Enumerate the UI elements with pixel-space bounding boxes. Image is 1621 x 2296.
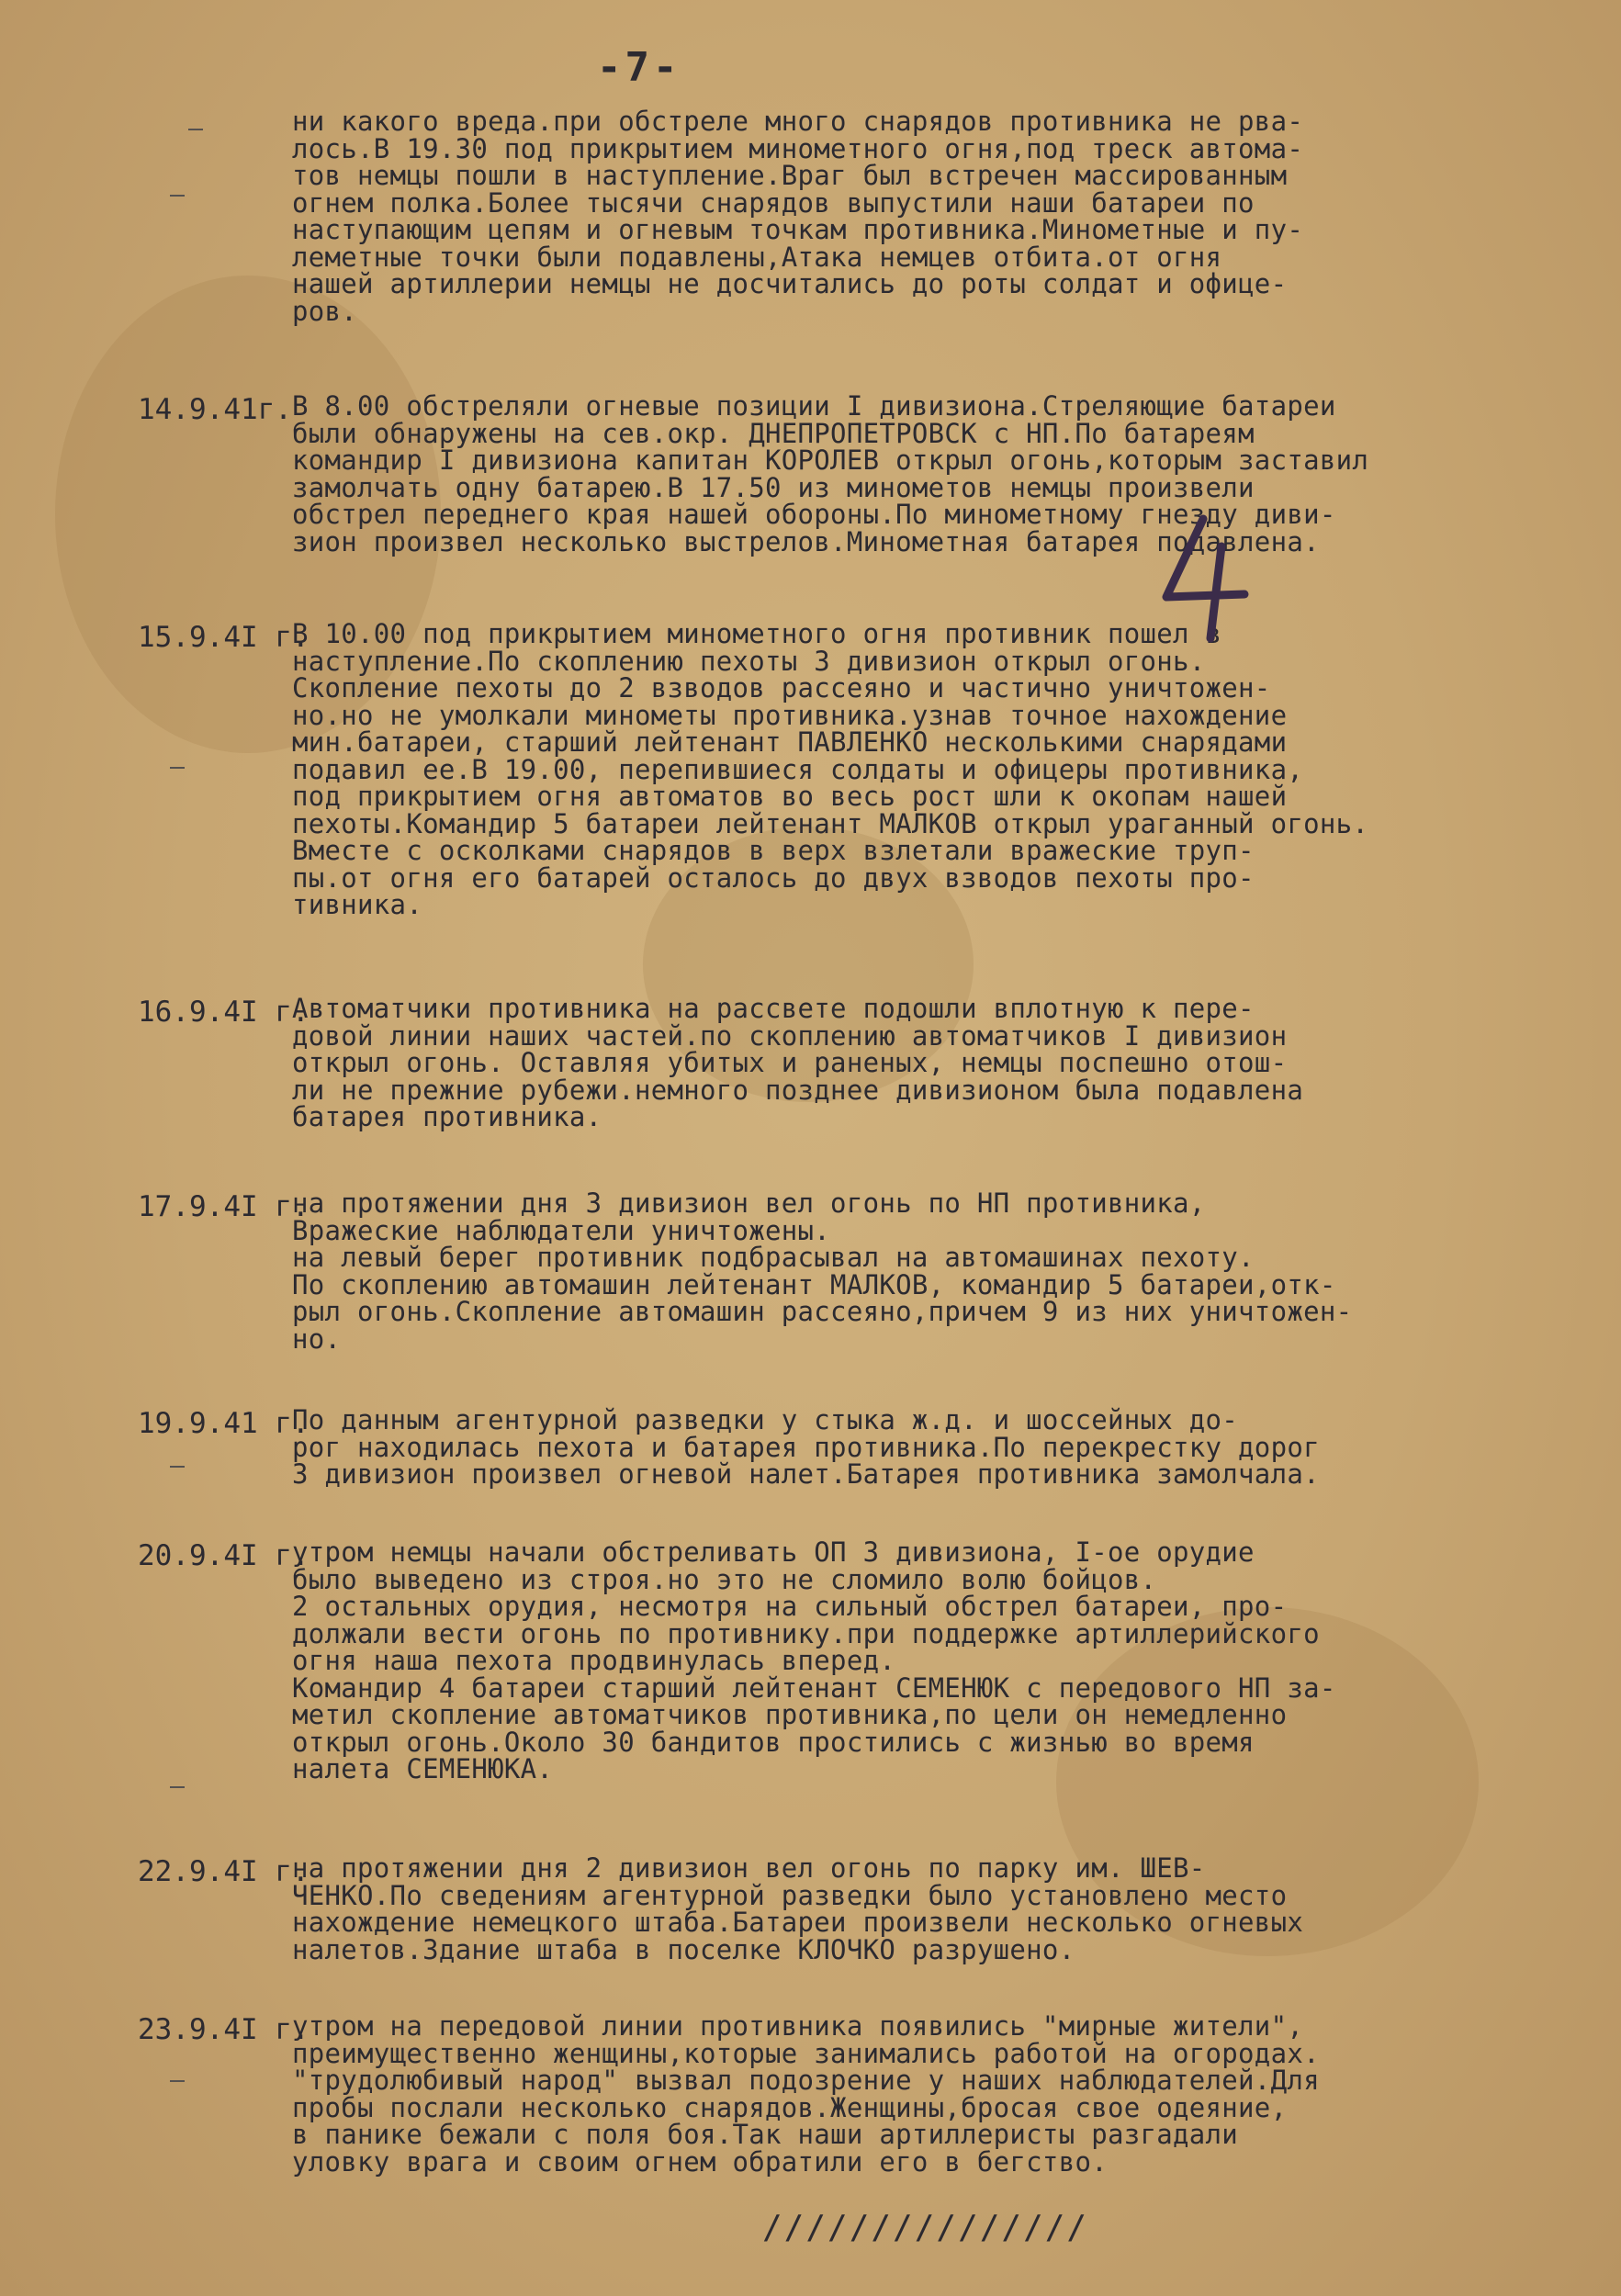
text-line: пехоты.Командир 5 батареи лейтенант МАЛКОВ открыл ураганный огонь. [292,807,1369,839]
text-line: нахождение немецкого штаба.Батареи произвели несколько огневых [292,1907,1304,1938]
text-line: наступающим цепям и огневым точкам противника.Минометные и пу- [292,214,1304,245]
entry-date: 19.9.41 г. [138,1407,310,1440]
text-line: должали вести огонь по противнику.при поддержке артиллерийского [292,1617,1320,1649]
text-line: довой линии наших частей.по скоплению автоматчиков I дивизион [292,1019,1288,1052]
text-line: нашей артиллерии немцы не досчитались до роты солдат и офице- [292,268,1288,299]
entry-date: 17.9.4I г. [138,1190,310,1223]
text-line: но. [292,1322,342,1355]
text-line: пробы послали несколько снарядов.Женщины,бросая свое одеяние, [292,2091,1288,2123]
text-line: Вражеские наблюдатели уничтожены. [292,1214,831,1246]
entry-date: 23.9.4I г. [138,2013,310,2046]
text-line: в панике бежали с поля боя.Так наши артиллеристы разгадали [292,2119,1239,2150]
text-line: зион произвел несколько выстрелов.Минометная батарея подавлена. [292,525,1320,557]
text-line: уловку врага и своим огнем обратили его в бегство. [292,2145,1108,2178]
text-line: Командир 4 батареи старший лейтенант СЕМЕНЮК с передового НП за- [292,1671,1336,1704]
text-line: По скоплению автомашин лейтенант МАЛКОВ, командир 5 батареи,отк- [292,1268,1336,1300]
entry-date: 16.9.4I г. [138,996,310,1029]
margin-dash [170,1786,185,1788]
text-line: пы.от огня его батарей осталось до двух взводов пехоты про- [292,861,1255,894]
text-line: ни какого вреда.при обстреле много снарядов противника не рва- [292,106,1304,137]
entry-text [292,1187,1615,1355]
text-line: преимущественно женщины,которые занимались работой на огородах. [292,2037,1320,2069]
text-line: ЧЕНКО.По сведениям агентурной разведки было установлено место [292,1879,1288,1911]
text-line: "трудолюбивый народ" вызвал подозрение у наших наблюдателей.Для [292,2065,1320,2096]
text-line: По данным агентурной разведки у стыка ж.д. и шоссейных до- [292,1404,1239,1435]
margin-dash [170,195,185,197]
text-line: В 8.00 обстреляли огневые позиции I дивизиона.Стреляющие батареи [292,390,1336,422]
text-line: 2 остальных орудия, несмотря на сильный обстрел батареи, про- [292,1591,1288,1622]
text-line: тивника. [292,889,423,920]
text-line: тов немцы пошли в наступление.Враг был встречен массированным [292,160,1288,191]
text-line: но.но не умолкали минометы противника.узнав точное нахождение [292,699,1288,731]
closing-strokes: /////////////// [762,2209,1089,2246]
text-line: леметные точки были подавлены,Атака немцев отбита.от огня [292,241,1222,273]
text-line: под прикрытием огня автоматов во весь рост шли к окопам нашей [292,781,1288,812]
entry-text [292,108,1615,325]
text-line: на протяжении дня 2 дивизион вел огонь по парку им. ШЕВ- [292,1852,1206,1884]
text-line: мин.батареи, старший лейтенант ПАВЛЕНКО несколькими снарядами [292,726,1288,758]
text-line: на протяжении дня 3 дивизион вел огонь по НП противника, [292,1187,1206,1219]
text-line: 3 дивизион произвел огневой налет.Батарея противника замолчала. [292,1458,1320,1490]
text-line: метил скопление автоматчиков противника,по цели он немедленно [292,1699,1288,1730]
entry-date: 20.9.4I г. [138,1539,310,1572]
text-line: были обнаружены на сев.окр. ДНЕПРОПЕТРОВСК с НП.По батареям [292,417,1255,449]
margin-dash [170,767,185,769]
text-line: наступление.По скоплению пехоты 3 дивизион открыл огонь. [292,645,1206,677]
text-line: рыл огонь.Скопление автомашин рассеяно,причем 9 из них уничтожен- [292,1296,1353,1327]
text-line: открыл огонь.Около 30 бандитов простились с жизнью во время [292,1726,1255,1758]
entry-text [292,1852,1615,1965]
text-line: замолчать одну батарею.В 17.50 из минометов немцы произвели [292,471,1255,503]
text-line: огнем полка.Более тысячи снарядов выпустили наши батареи по [292,186,1255,219]
page-number: -7- [597,44,681,91]
entry-date: 15.9.4I г. [138,621,310,654]
text-line: командир I дивизиона капитан КОРОЛЕВ открыл огонь,которым заставил [292,445,1369,476]
text-line: ров. [292,295,358,327]
entry-text [292,2010,1615,2178]
text-line: обстрел переднего края нашей обороны.По минометному гнезду диви- [292,499,1336,530]
text-line: открыл огонь. Оставляя убитых и раненых, немцы поспешно отош- [292,1047,1288,1078]
text-line: на левый берег противник подбрасывал на автомашинах пехоту. [292,1242,1255,1273]
text-line: Вместе с осколками снарядов в верх взлетали вражеские труп- [292,835,1255,866]
margin-dash [188,129,203,130]
text-line: Автоматчики противника на рассвете подошли вплотную к пере- [292,993,1255,1024]
entry-text [292,1404,1615,1490]
text-line: налета СЕМЕНЮКА. [292,1753,554,1784]
text-line: утром на передовой линии противника появились "мирные жители", [292,2010,1304,2042]
margin-dash [170,2080,185,2082]
text-line: В 10.00 под прикрытием минометного огня противник пошел в [292,618,1222,649]
margin-dash [170,1466,185,1468]
text-line: подавил ее.В 19.00, перепившиеся солдаты и офицеры противника, [292,753,1304,785]
entry-text [292,993,1615,1132]
text-line: огня наша пехота продвинулась вперед. [292,1645,896,1676]
entry-date: 22.9.4I г. [138,1855,310,1888]
text-line: лось.В 19.30 под прикрытием минометного огня,под треск автома- [292,132,1304,164]
handwritten-mark [1139,510,1267,647]
text-line: Скопление пехоты до 2 взводов рассеяно и частично уничтожен- [292,672,1271,703]
entry-date: 14.9.41г. [138,393,292,426]
text-line: ли не прежние рубежи.немного позднее дивизионом была подавлена [292,1074,1304,1106]
entry-text [292,1536,1615,1784]
entry-text [292,390,1615,557]
text-line: было выведено из строя.но это не сломило волю бойцов. [292,1563,1157,1595]
text-line: батарея противника. [292,1101,602,1132]
text-line: налетов.Здание штаба в поселке КЛОЧКО разрушено. [292,1933,1075,1965]
text-line: рог находилась пехота и батарея противника.По перекрестку дорог [292,1431,1320,1463]
entry-text [292,618,1615,920]
text-line: утром немцы начали обстреливать ОП 3 дивизиона, I-ое орудие [292,1536,1255,1568]
